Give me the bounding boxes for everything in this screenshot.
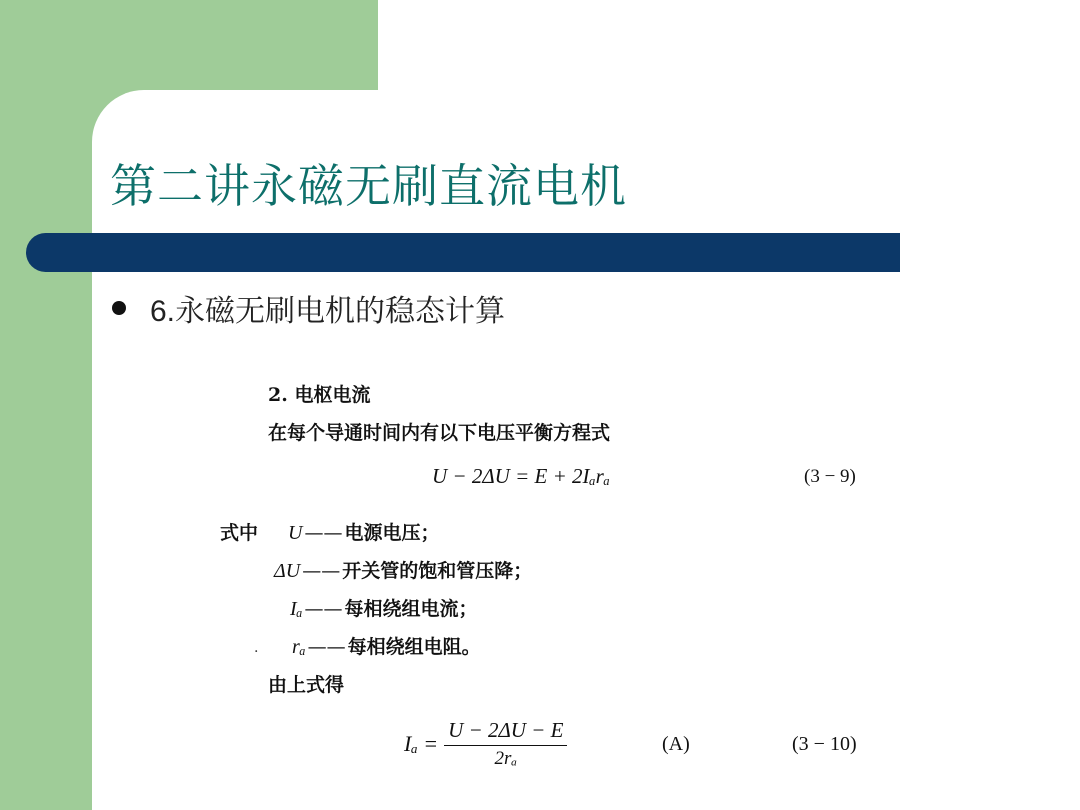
equation2-label: (A) xyxy=(662,733,690,755)
top-white-area xyxy=(378,0,1080,92)
definition-desc: 每相绕组电阻。 xyxy=(347,636,481,658)
stray-dot-mark: . xyxy=(254,640,259,656)
definition-dash: —— xyxy=(302,560,341,582)
title-underline-bar xyxy=(26,233,900,272)
definition-dash: —— xyxy=(307,636,346,658)
definition-desc: 开关管的饱和管压降； xyxy=(342,560,533,582)
slide-title: 第二讲永磁无刷直流电机 xyxy=(110,159,627,213)
definition-symbol: ΔU xyxy=(274,560,301,582)
fraction-numerator: U − 2ΔU − E xyxy=(444,718,567,746)
definition-item xyxy=(292,632,481,659)
derive-text: 由上式得 xyxy=(268,674,345,696)
section-intro: 在每个导通时间内有以下电压平衡方程式 xyxy=(268,422,611,444)
definition-desc: 每相绕组电流； xyxy=(344,598,478,620)
bullet-dot-icon xyxy=(112,301,126,315)
where-label: 式中 xyxy=(220,522,259,544)
bullet-number: 6. xyxy=(150,295,176,328)
equation2-fraction xyxy=(444,718,567,770)
definition-dash: —— xyxy=(304,522,343,544)
equation2-number: (3 − 10) xyxy=(792,733,857,755)
definition-symbol: U xyxy=(288,522,303,544)
definition-item xyxy=(290,594,478,621)
definition-desc: 电源电压； xyxy=(344,522,440,544)
current-equation xyxy=(404,718,567,770)
fraction-denominator: 2rₐ xyxy=(494,748,517,769)
section-heading: 2. 电枢电流 xyxy=(268,384,371,406)
definition-item xyxy=(288,518,439,545)
bullet-label: 永磁无刷电机的稳态计算 xyxy=(175,294,506,329)
bullet-text xyxy=(150,286,505,330)
definition-symbol: rₐ xyxy=(292,636,306,658)
equation1-number: (3 − 9) xyxy=(804,466,856,487)
definition-item xyxy=(274,556,532,583)
bullet-item xyxy=(112,288,505,328)
equation2-lhs: Iₐ = xyxy=(404,731,439,756)
definition-symbol: Iₐ xyxy=(290,598,303,620)
voltage-balance-equation: U − 2ΔU = E + 2Iₐrₐ xyxy=(432,464,610,488)
definition-dash: —— xyxy=(304,598,343,620)
